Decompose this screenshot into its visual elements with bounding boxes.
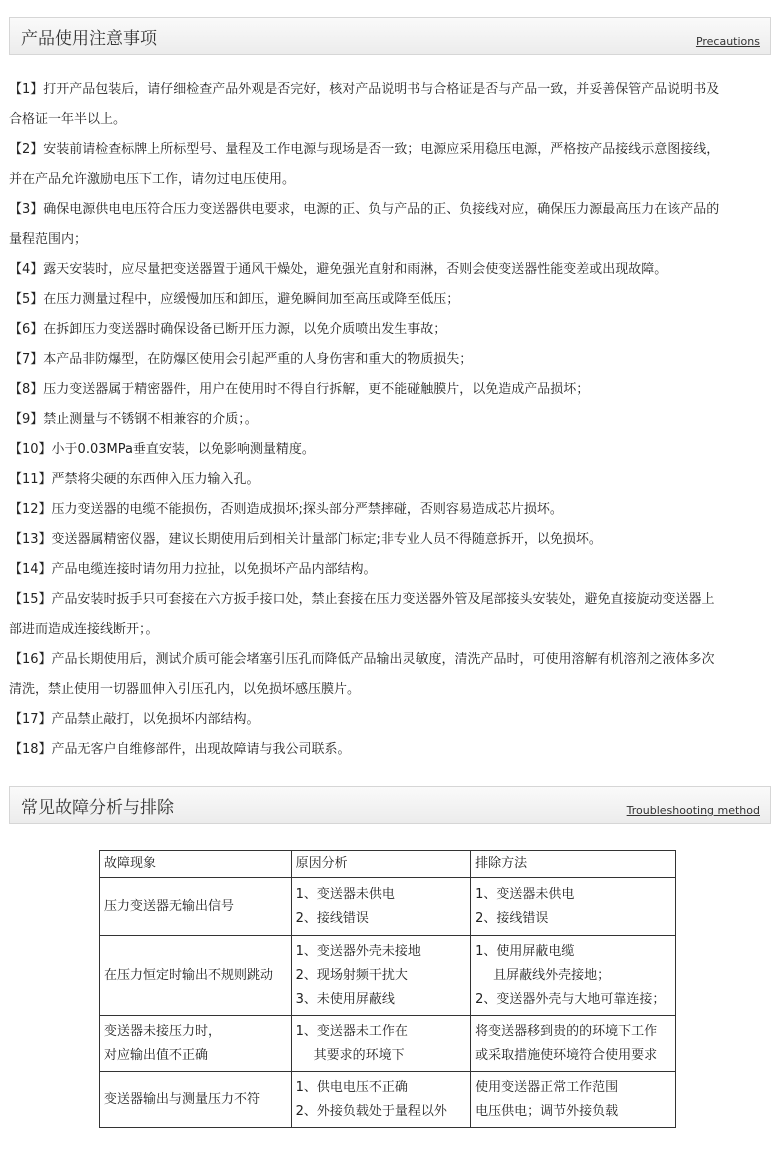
troubleshooting-title: 常见故障分析与排除: [21, 798, 174, 818]
fix-cell: [471, 936, 676, 1016]
note-item: [9, 555, 775, 585]
cause-cell: [291, 936, 470, 1016]
cell-line: 其要求的环境下: [313, 1047, 405, 1063]
note-item: [9, 435, 775, 465]
phenomenon-cell: [100, 1072, 292, 1128]
precautions-header: [9, 17, 771, 55]
precautions-list: [9, 75, 775, 765]
fix-cell: [471, 878, 676, 936]
note-line: 【4】露天安装时，应尽量把变送器置于通风干燥处，避免强光直射和雨淋，否则会使变送器性能变差或出现故障。: [9, 262, 668, 277]
note-line: 【14】产品电缆连接时请勿用力拉扯，以免损坏产品内部结构。: [9, 562, 377, 577]
note-line: 合格证一年半以上。: [9, 112, 127, 127]
note-line: 【11】严禁将尖硬的东西伸入压力输入孔。: [9, 472, 260, 487]
table-header-row: [100, 851, 676, 878]
note-item: [9, 585, 775, 645]
table-row: [100, 1016, 676, 1072]
note-item: [9, 315, 775, 345]
note-item: [9, 705, 775, 735]
troubleshooting-header: [9, 786, 771, 824]
cause-cell: [291, 1016, 470, 1072]
note-item: [9, 135, 775, 195]
table-header-cell: 故障现象: [100, 851, 292, 878]
cell-line: 使用变送器正常工作范围: [475, 1079, 619, 1095]
fix-cell: [471, 1072, 676, 1128]
cell-line: 2、现场射频干扰大: [295, 967, 408, 983]
cell-line: 电压供电；调节外接负载: [475, 1103, 619, 1119]
troubleshooting-link[interactable]: Troubleshooting method: [626, 804, 760, 817]
note-item: [9, 285, 775, 315]
note-line: 【10】小于0.03MPa垂直安装，以免影响测量精度。: [9, 442, 315, 457]
note-line: 清洗，禁止使用一切器皿伸入引压孔内，以免损坏感压膜片。: [9, 682, 361, 697]
cause-cell: [291, 1072, 470, 1128]
note-item: [9, 735, 775, 765]
phenomenon-cell: [100, 936, 292, 1016]
table-header-cell: 原因分析: [291, 851, 470, 878]
note-item: [9, 495, 775, 525]
cell-line: 在压力恒定时输出不规则跳动: [104, 967, 274, 983]
note-line: 【3】确保电源供电电压符合压力变送器供电要求，电源的正、负与产品的正、负接线对应，确保压力源最高压力在该产品的: [9, 202, 720, 217]
note-line: 【7】本产品非防爆型，在防爆区使用会引起严重的人身伤害和重大的物质损失；: [9, 352, 473, 367]
note-item: [9, 405, 775, 435]
note-line: 【15】产品安装时扳手只可套接在六方扳手接口处，禁止套接在压力变送器外管及尾部接头安装处，避免直接旋动变送器上: [9, 592, 715, 607]
table-row: [100, 1072, 676, 1128]
table-row: [100, 936, 676, 1016]
note-line: 【16】产品长期使用后，测试介质可能会堵塞引压孔而降低产品输出灵敏度，清洗产品时，可使用溶解有机溶剂之液体多次: [9, 652, 715, 667]
cell-line: 将变送器移到贵的的环境下工作: [475, 1023, 658, 1039]
note-line: 部进而造成连接线断开；。: [9, 622, 159, 637]
cell-line: 2、接线错误: [475, 910, 549, 926]
table-header-cell: 排除方法: [471, 851, 676, 878]
cell-line: 压力变送器无输出信号: [104, 898, 235, 914]
note-line: 量程范围内；: [9, 232, 88, 247]
note-line: 【13】变送器属精密仪器，建议长期使用后到相关计量部门标定;非专业人员不得随意拆开，以免损坏。: [9, 532, 602, 547]
note-item: [9, 525, 775, 555]
note-item: [9, 75, 775, 135]
phenomenon-cell: [100, 1016, 292, 1072]
cell-line: 2、接线错误: [295, 910, 369, 926]
note-line: 【1】打开产品包装后，请仔细检查产品外观是否完好，核对产品说明书与合格证是否与产品一致，并妥善保管产品说明书及: [9, 82, 720, 97]
note-item: [9, 465, 775, 495]
cell-line: 对应输出值不正确: [104, 1047, 209, 1063]
note-item: [9, 195, 775, 255]
cell-line: 变送器输出与测量压力不符: [104, 1091, 261, 1107]
note-line: 【5】在压力测量过程中，应缓慢加压和卸压，避免瞬间加至高压或降至低压；: [9, 292, 460, 307]
troubleshooting-table: [99, 850, 676, 1128]
cell-line: 且屏蔽线外壳接地；: [493, 967, 611, 983]
cell-line: 变送器未接压力时，: [104, 1023, 222, 1039]
note-item: [9, 345, 775, 375]
note-line: 【12】压力变送器的电缆不能损伤，否则造成损坏;探头部分严禁摔碰，否则容易造成芯片损坏。: [9, 502, 563, 517]
note-line: 【17】产品禁止敲打，以免损坏内部结构。: [9, 712, 260, 727]
note-line: 【2】安装前请检查标牌上所标型号、量程及工作电源与现场是否一致；电源应采用稳压电源，严格按产品接线示意图接线，: [9, 142, 720, 157]
note-line: 【18】产品无客户自维修部件，出现故障请与我公司联系。: [9, 742, 351, 757]
cell-line: 1、变送器未供电: [475, 886, 575, 902]
note-item: [9, 375, 775, 405]
cell-line: 1、供电电压不正确: [295, 1079, 408, 1095]
cell-line: 1、变送器外壳未接地: [295, 943, 421, 959]
phenomenon-cell: [100, 878, 292, 936]
note-line: 【9】禁止测量与不锈钢不相兼容的介质；。: [9, 412, 258, 427]
cell-line: 1、变送器未供电: [295, 886, 395, 902]
cell-line: 3、未使用屏蔽线: [295, 991, 395, 1007]
cell-line: 2、外接负载处于量程以外: [295, 1103, 447, 1119]
table-row: [100, 878, 676, 936]
note-line: 并在产品允许激励电压下工作，请勿过电压使用。: [9, 172, 296, 187]
cell-line: 或采取措施使环境符合使用要求: [475, 1047, 658, 1063]
cell-line: 2、变送器外壳与大地可靠连接；: [475, 991, 666, 1007]
cell-line: 1、变送器未工作在: [295, 1023, 408, 1039]
cell-line: 1、使用屏蔽电缆: [475, 943, 575, 959]
note-item: [9, 255, 775, 285]
cause-cell: [291, 878, 470, 936]
note-line: 【8】压力变送器属于精密器件，用户在使用时不得自行拆解，更不能碰触膜片，以免造成产品损坏；: [9, 382, 590, 397]
note-item: [9, 645, 775, 705]
note-line: 【6】在拆卸压力变送器时确保设备已断开压力源，以免介质喷出发生事故；: [9, 322, 447, 337]
precautions-link[interactable]: Precautions: [695, 35, 760, 48]
fix-cell: [471, 1016, 676, 1072]
precautions-title: 产品使用注意事项: [21, 29, 157, 49]
